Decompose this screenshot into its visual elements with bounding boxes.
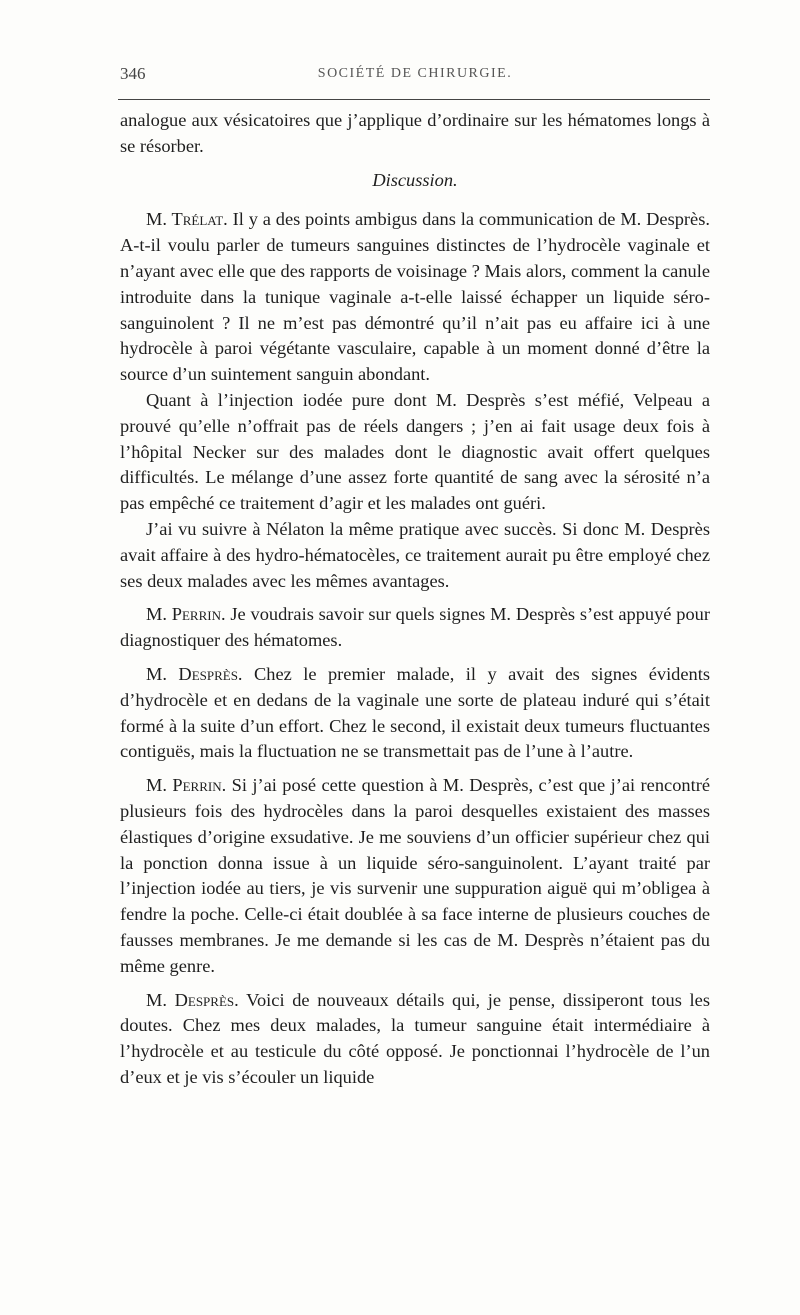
header-rule xyxy=(118,99,710,100)
paragraph xyxy=(120,773,710,979)
paragraph: analogue aux vésicatoires que j’applique d’ordinaire sur les hématomes longs à se résorber. xyxy=(120,110,710,156)
speaker-name: M. Perrin. xyxy=(146,604,226,625)
paragraph: J’ai vu suivre à Nélaton la même pratique avec succès. Si donc M. Desprès avait affaire à des hydro-hématocèles, ce traitement aurait pu être employé chez ses deux malades avec les mêmes avantages. xyxy=(120,518,710,591)
paragraph-text: Voici de nouveaux détails qui, je pense, dissiperont tous les doutes. Chez mes deux malades, la tumeur sanguine était intermédiaire à l’hydrocèle et au testicule du côté opposé. Je ponctionnai l’hydrocèle de l’un d’eux et je vis s’écouler un liquide xyxy=(120,989,710,1087)
paragraph xyxy=(120,602,710,654)
speaker-name: M. Desprès. xyxy=(146,663,243,684)
page-number: 346 xyxy=(120,64,146,83)
paragraph-text: Je voudrais savoir sur quels signes M. Desprès s’est appuyé pour diagnostiquer des hématomes. xyxy=(120,604,710,651)
paragraph-text: Il y a des points ambigus dans la communication de M. Desprès. A-t-il voulu parler de tumeurs sanguines distinctes de l’hydrocèle vaginale et n’ayant avec elle que des rapports de voisinage ? Mais alors, comment la canule introduite dans la tunique vaginale a-t-elle laissé échapper un liquide séro-sanguinolent ? Il ne m’est pas démontré qu’il n’ait pas eu affaire ici à une hydrocèle à paroi végétante vasculaire, capable à un moment donné d’être la source d’un suintement sanguin abondant. xyxy=(120,209,710,385)
paragraph-text: Si j’ai posé cette question à M. Desprès, c’est que j’ai rencontré plusieurs fois des hydrocèles dans la paroi desquelles existaient des masses élastiques d’origine exsudative. Je me souviens d’un officier supérieur chez qui la ponction donna issue à un liquide séro-sanguinolent. L’ayant traité par l’injection iodée au tiers, je vis survenir une suppuration aiguë qui m’obligea à fendre la poche. Celle-ci était doublée à sa face interne de plusieurs couches de fausses membranes. Je me demande si les cas de M. Desprès n’étaient pas du même genre. xyxy=(120,775,710,976)
page-header xyxy=(120,64,710,90)
body-text xyxy=(120,108,710,1091)
paragraph: Quant à l’injection iodée pure dont M. Desprès s’est méfié, Velpeau a prouvé qu’elle n’offrait pas de réels dangers ; j’en ai fait usage deux fois à l’hôpital Necker sur des malades dont le diagnostic avait offert quelques difficultés. Le mélange d’une assez forte quantité de sang avec la sérosité n’a pas empêché ce traitement d’agir et les malades ont guéri. xyxy=(120,389,710,514)
paragraph xyxy=(120,207,710,388)
paragraph xyxy=(120,988,710,1091)
speaker-name: M. Perrin. xyxy=(146,775,227,796)
running-title: SOCIÉTÉ DE CHIRURGIE. xyxy=(317,66,513,81)
paragraph xyxy=(120,662,710,765)
section-heading: Discussion. xyxy=(372,169,458,190)
speaker-name: M. Trélat. xyxy=(146,209,228,230)
paragraph-text: Chez le premier malade, il y avait des signes évidents d’hydrocèle et en dedans de la vaginale une sorte de plateau induré qui s’était formé à la suite d’un effort. Chez le second, il existait deux tumeurs fluctuantes contiguës, mais la fluctuation ne se transmettait pas de l’une à l’autre. xyxy=(120,663,710,762)
speaker-name: M. Desprès. xyxy=(146,989,239,1010)
